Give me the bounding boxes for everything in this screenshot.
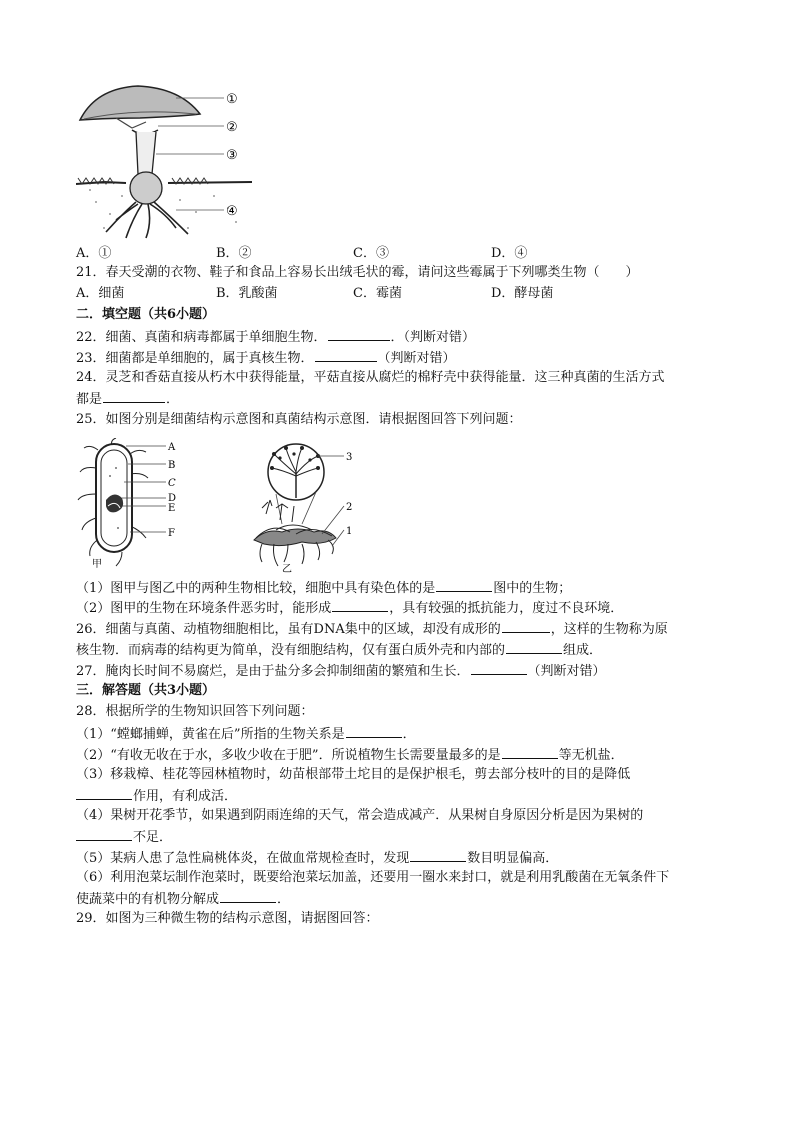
- q25-2-blank[interactable]: [332, 598, 388, 612]
- q28-3-line-1: （3）移栽樟、桂花等园林植物时，幼苗根部带土坨目的是保护根毛，剪去部分枝叶的目的是降低: [76, 767, 631, 782]
- q28-6-line-1: （6）利用泡菜坛制作泡菜时，既要给泡菜坛加盖，还要用一圈水来封口，就是利用乳酸菌在无氧条件下: [76, 870, 670, 885]
- section-3-title: 三．解答题（共3小题）: [76, 683, 216, 698]
- q26-blank-1[interactable]: [502, 619, 550, 633]
- q28-4-line-1: （4）果树开花季节，如果遇到阴雨连绵的天气，常会造成减产．从果树自身原因分析是因为果树的: [76, 808, 644, 823]
- q25-1-text: （1）图甲与图乙中的两种生物相比较，细胞中具有染色体的是: [76, 581, 436, 596]
- q26-suffix-1: ，这样的生物称为原: [550, 622, 668, 637]
- q21-option-b[interactable]: B．乳酸菌: [216, 286, 278, 301]
- q25-2: [76, 598, 623, 618]
- q28-6-text: 使蔬菜中的有机物分解成: [76, 892, 220, 907]
- q28-1-blank[interactable]: [346, 724, 402, 738]
- q20-option-a[interactable]: A．①: [76, 246, 112, 261]
- q21-option-a[interactable]: A．细菌: [76, 286, 125, 301]
- mushroom-label-1: ①: [226, 92, 238, 107]
- q22-blank[interactable]: [328, 327, 390, 341]
- q23-text: 23．细菌都是单细胞的，属于真核生物．: [76, 351, 314, 366]
- q26-suffix-2: 组成．: [563, 643, 603, 658]
- q28-6-suffix: ．: [277, 892, 291, 907]
- q28-stem: 28．根据所学的生物知识回答下列问题：: [76, 704, 314, 719]
- q23: [76, 348, 456, 368]
- q25-1-suffix: 图中的生物；: [493, 581, 572, 596]
- q28-2-text: （2）“有收无收在于水，多收少收在于肥”．所说植物生长需要量最多的是: [76, 748, 501, 763]
- q22-suffix: ．（判断对错）: [390, 330, 476, 345]
- q28-5-text: （5）某病人患了急性扁桃体炎，在做血常规检查时，发现: [76, 851, 410, 866]
- q21-option-d[interactable]: D．酵母菌: [491, 286, 554, 301]
- bacteria-label-f: F: [168, 528, 175, 539]
- fungus-label-1: 1: [346, 526, 353, 537]
- q24-prefix: 都是: [76, 392, 103, 407]
- q26-line-1: [76, 619, 668, 639]
- q22: [76, 327, 475, 347]
- q28-4-suffix: 不足．: [133, 830, 173, 845]
- bacteria-caption: 甲: [92, 559, 102, 570]
- fungus-figure: [252, 442, 362, 574]
- q28-5: [76, 848, 558, 868]
- q24-suffix: ．: [166, 392, 180, 407]
- bacteria-label-a: A: [168, 442, 176, 453]
- q24-line-2: [76, 389, 179, 409]
- q28-2-blank[interactable]: [502, 745, 558, 759]
- q27-text: 27．腌肉长时间不易腐烂，是由于盐分多会抑制细菌的繁殖和生长．: [76, 664, 470, 679]
- q28-6-blank[interactable]: [220, 889, 276, 903]
- q28-3-suffix: 作用，有利成活．: [133, 789, 238, 804]
- section-2-title: 二．填空题（共6小题）: [76, 307, 216, 322]
- q25-2-text: （2）图甲的生物在环境条件恶劣时，能形成: [76, 601, 332, 616]
- q28-6-line-2: [76, 889, 290, 909]
- q21-option-c[interactable]: C．霉菌: [353, 286, 402, 301]
- q24-line-1: 24．灵芝和香菇直接从朽木中获得能量，平菇直接从腐烂的棉籽壳中获得能量．这三种真菌的生活方式: [76, 370, 665, 385]
- q23-suffix: （判断对错）: [377, 351, 456, 366]
- q28-2: [76, 745, 624, 765]
- q27-blank[interactable]: [471, 661, 527, 675]
- q28-5-blank[interactable]: [410, 848, 466, 862]
- bacteria-label-d: D: [168, 493, 177, 504]
- q21-stem: 21．春天受潮的衣物、鞋子和食品上容易长出绒毛状的霉，请问这些霉属于下列哪类生物（ ）: [76, 265, 639, 280]
- q25-1: [76, 578, 571, 598]
- q25-1-blank[interactable]: [436, 578, 492, 592]
- bacteria-label-e: E: [168, 503, 176, 514]
- q20-option-d[interactable]: D．④: [491, 246, 528, 261]
- q25-2-suffix: ，具有较强的抵抗能力，度过不良环境．: [389, 601, 624, 616]
- mushroom-label-3: ③: [226, 148, 238, 163]
- q27: [76, 661, 606, 681]
- fungus-label-3: 3: [346, 452, 353, 463]
- q28-1: [76, 724, 416, 744]
- q22-text: 22．细菌、真菌和病毒都属于单细胞生物．: [76, 330, 327, 345]
- q28-4-blank[interactable]: [76, 827, 132, 841]
- q27-suffix: （判断对错）: [527, 664, 606, 679]
- bacteria-label-b: B: [168, 460, 176, 471]
- q28-1-suffix: ．: [402, 727, 416, 742]
- q26-text-2: 核生物．而病毒的结构更为简单，没有细胞结构，仅有蛋白质外壳和内部的: [76, 643, 506, 658]
- q28-3-blank[interactable]: [76, 786, 132, 800]
- q24-blank[interactable]: [103, 389, 165, 403]
- mushroom-figure: [76, 82, 256, 242]
- q28-5-suffix: 数目明显偏高．: [467, 851, 559, 866]
- mushroom-label-4: ④: [226, 204, 238, 219]
- q20-option-c[interactable]: C．③: [353, 246, 389, 261]
- q28-1-text: （1）“螳螂捕蝉，黄雀在后”所指的生物关系是: [76, 727, 345, 742]
- bacteria-label-c: C: [168, 478, 176, 489]
- q28-2-suffix: 等无机盐．: [558, 748, 624, 763]
- mushroom-label-2: ②: [226, 120, 238, 135]
- q28-4-line-2: [76, 827, 172, 847]
- fungus-caption: 乙: [282, 564, 292, 574]
- bacteria-figure: [76, 438, 186, 570]
- q26-text-1: 26．细菌与真菌、动植物细胞相比，虽有DNA集中的区域，却没有成形的: [76, 622, 501, 637]
- q26-blank-2[interactable]: [506, 640, 562, 654]
- q25-stem: 25．如图分别是细菌结构示意图和真菌结构示意图．请根据图回答下列问题：: [76, 412, 522, 427]
- q20-option-b[interactable]: B．②: [216, 246, 252, 261]
- q28-3-line-2: [76, 786, 237, 806]
- q26-line-2: [76, 640, 602, 660]
- q23-blank[interactable]: [315, 348, 377, 362]
- q29-stem: 29．如图为三种微生物的结构示意图，请据图回答：: [76, 911, 379, 926]
- fungus-label-2: 2: [346, 502, 353, 513]
